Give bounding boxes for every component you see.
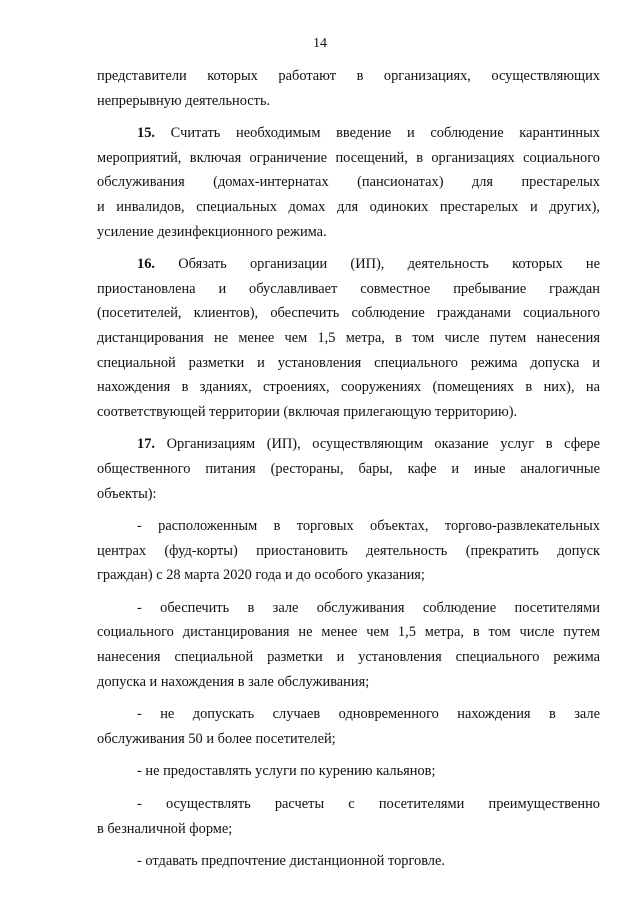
- clause-number: 17.: [137, 436, 155, 453]
- line-text: общественного питания (рестораны, бары, кафе и иные аналогичные: [97, 460, 600, 477]
- list-item: [97, 792, 600, 841]
- line-text: (посетителей, клиентов), обеспечить соблюдение гражданами социального: [97, 305, 600, 322]
- line-text: соответствующей территории (включая прилегающую территорию).: [97, 403, 518, 420]
- line-text: и инвалидов, специальных домах для одиноких престарелых и других),: [97, 198, 600, 215]
- paragraph-p17: [97, 432, 600, 506]
- line-text: представители которых работают в организациях, осуществляющих: [97, 68, 600, 84]
- text-line: [97, 817, 600, 842]
- line-text: дистанцирования не менее чем 1,5 метра, в том числе путем нанесения: [97, 329, 600, 346]
- line-text: нахождения в зданиях, строениях, сооружениях (помещениях в них), на: [97, 379, 600, 396]
- text-line: [97, 326, 600, 351]
- line-text: Считать необходимым введение и соблюдение карантинных: [155, 125, 600, 142]
- line-text: - отдавать предпочтение дистанционной торговле.: [137, 853, 445, 870]
- text-line: [97, 620, 600, 645]
- line-text: объекты):: [97, 485, 157, 502]
- line-text: - расположенным в торговых объектах, торгово-развлекательных: [137, 518, 600, 535]
- text-line: [97, 482, 600, 507]
- text-line: [97, 400, 600, 425]
- text-line: [97, 670, 600, 695]
- paragraph-p15: [97, 121, 600, 244]
- text-line: [97, 539, 600, 564]
- text-line: [97, 759, 600, 784]
- line-text: непрерывную деятельность.: [97, 92, 271, 109]
- text-line: [97, 702, 600, 727]
- line-text: Обязать организации (ИП), деятельность которых не: [155, 256, 600, 273]
- text-line: [97, 375, 600, 400]
- line-text: мероприятий, включая ограничение посещений, в организациях социального: [97, 149, 600, 166]
- line-text: допуска и нахождения в зале обслуживания;: [97, 673, 370, 690]
- text-line: [97, 645, 600, 670]
- line-text: - обеспечить в зале обслуживания соблюдение посетителями: [137, 599, 600, 616]
- line-text: Организациям (ИП), осуществляющим оказание услуг в сфере: [155, 436, 600, 453]
- text-line: [97, 146, 600, 171]
- line-text: - не предоставлять услуги по курению кальянов;: [137, 763, 436, 780]
- list-item: [97, 514, 600, 588]
- text-line: [97, 849, 600, 874]
- text-line: [97, 89, 600, 114]
- line-text: приостановлена и обуславливает совместное пребывание граждан: [97, 280, 600, 297]
- text-line: [97, 252, 600, 277]
- text-line: [97, 514, 600, 539]
- text-line: [97, 351, 600, 376]
- text-line: [97, 727, 600, 752]
- paragraph-p16: [97, 252, 600, 424]
- line-text: специальной разметки и установления специального режима допуска и: [97, 354, 600, 371]
- text-line: [97, 220, 600, 245]
- text-line: [97, 121, 600, 146]
- list-item: [97, 596, 600, 694]
- line-text: в безналичной форме;: [97, 820, 233, 837]
- line-text: - не допускать случаев одновременного нахождения в зале: [137, 706, 600, 723]
- text-line: [97, 195, 600, 220]
- line-text: социального дистанцирования не менее чем 1,5 метра, в том числе путем: [97, 624, 600, 641]
- line-text: граждан) с 28 марта 2020 года и до особого указания;: [97, 567, 425, 584]
- page-number: 14: [313, 36, 327, 51]
- line-text: усиление дезинфекционного режима.: [97, 223, 327, 240]
- line-text: центрах (фуд-корты) приостановить деятельность (прекратить допуск: [97, 542, 600, 559]
- line-text: обслуживания 50 и более посетителей;: [97, 730, 336, 747]
- text-line: [97, 64, 600, 89]
- text-line: [97, 596, 600, 621]
- document-body: [97, 64, 600, 882]
- text-line: [97, 301, 600, 326]
- line-text: обслуживания (домах-интернатах (пансионатах) для престарелых: [97, 174, 600, 191]
- clause-number: 15.: [137, 125, 155, 142]
- list-item: [97, 759, 600, 784]
- text-line: [97, 432, 600, 457]
- text-line: [97, 277, 600, 302]
- paragraph-p1: [97, 64, 600, 113]
- text-line: [97, 457, 600, 482]
- text-line: [97, 170, 600, 195]
- text-line: [97, 563, 600, 588]
- line-text: - осуществлять расчеты с посетителями преимущественно: [137, 796, 600, 813]
- text-line: [97, 792, 600, 817]
- line-text: нанесения специальной разметки и установления специального режима: [97, 649, 600, 666]
- clause-number: 16.: [137, 256, 155, 273]
- list-item: [97, 849, 600, 874]
- list-item: [97, 702, 600, 751]
